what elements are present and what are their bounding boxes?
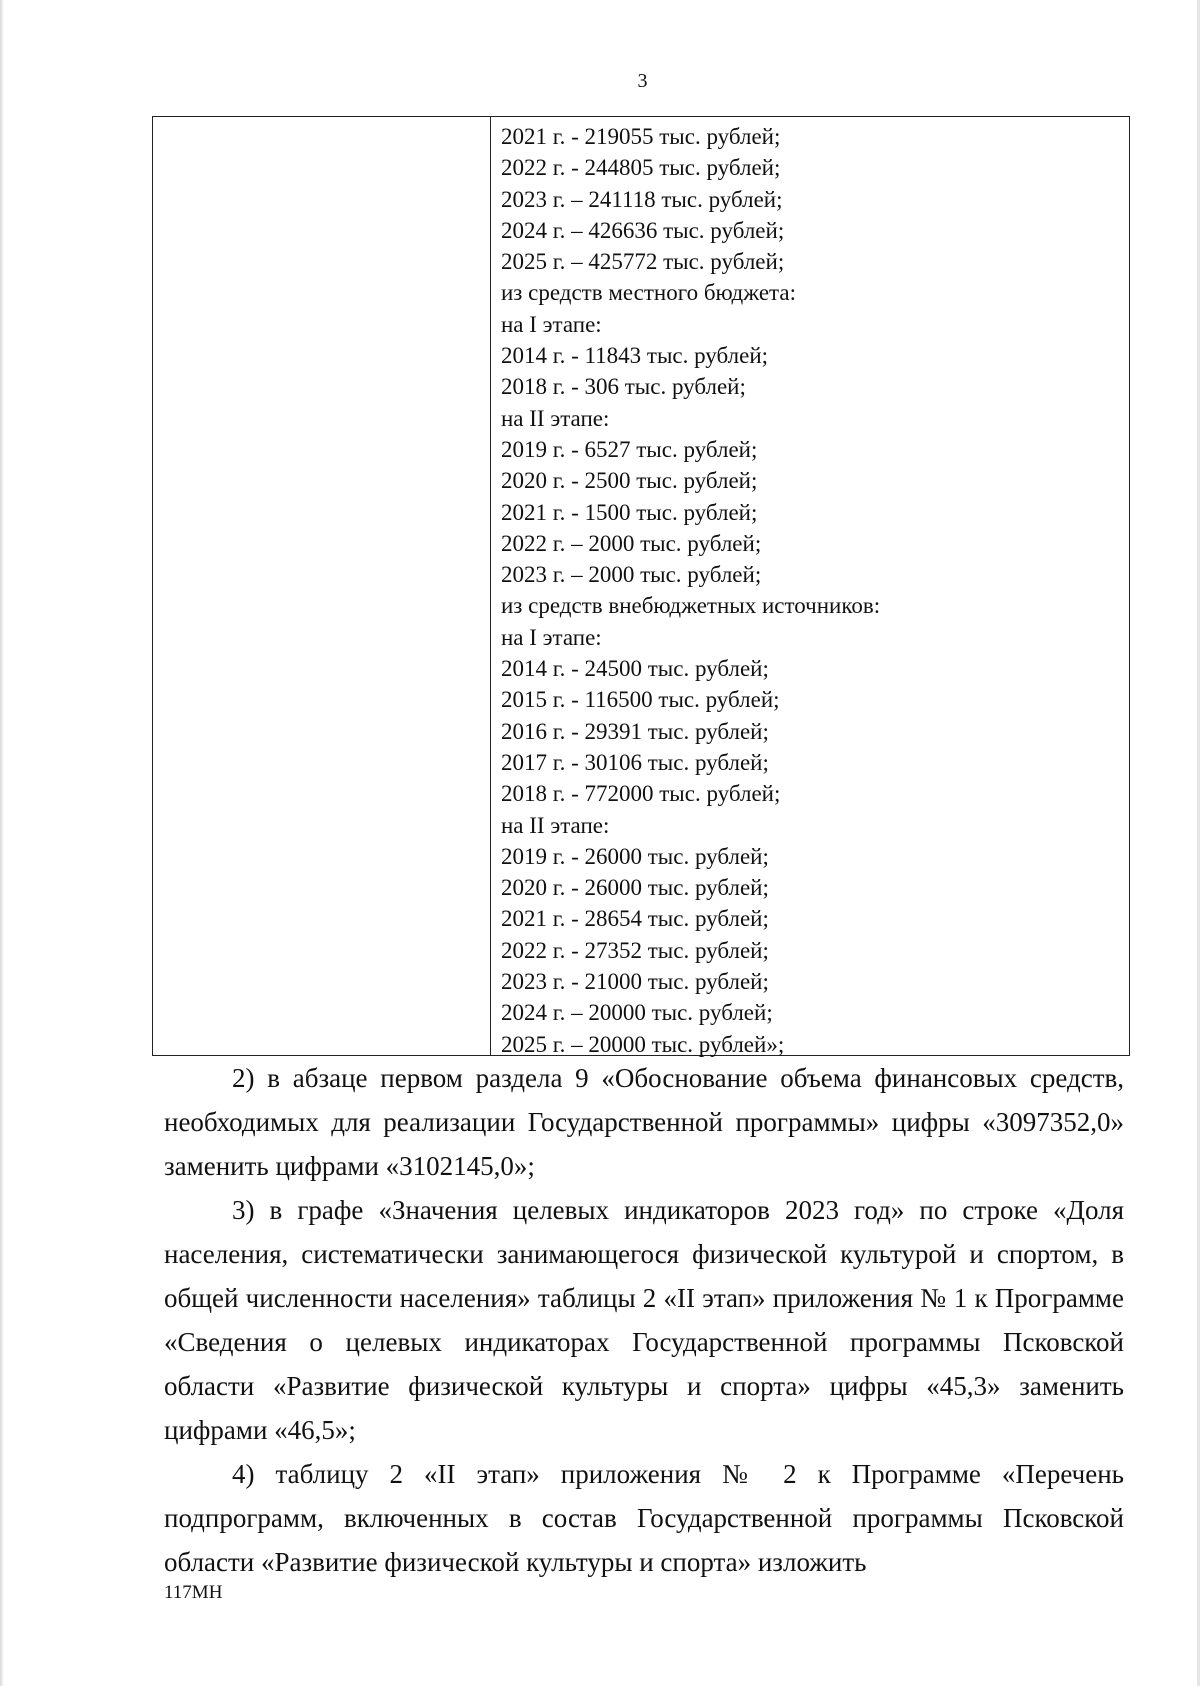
financing-line: 2025 г. – 425772 тыс. рублей; <box>501 249 785 275</box>
financing-line: 2024 г. – 20000 тыс. рублей; <box>501 1000 773 1026</box>
financing-line: 2018 г. - 306 тыс. рублей; <box>501 374 746 400</box>
financing-line: на I этапе: <box>501 624 602 650</box>
financing-line: 2022 г. – 2000 тыс. рублей; <box>501 530 762 556</box>
document-code: 117МН <box>164 1582 223 1603</box>
table-left-cell <box>153 117 491 1055</box>
financing-line: 2021 г. - 219055 тыс. рублей; <box>501 124 781 149</box>
financing-line: 2022 г. - 244805 тыс. рублей; <box>501 155 781 181</box>
financing-line: 2021 г. - 1500 тыс. рублей; <box>501 499 758 525</box>
financing-line: 2019 г. - 6527 тыс. рублей; <box>501 436 758 462</box>
scan-edge-left <box>0 0 4 1686</box>
financing-line: 2017 г. - 30106 тыс. рублей; <box>501 749 769 775</box>
financing-line: 2024 г. – 426636 тыс. рублей; <box>501 217 785 243</box>
page-number: 3 <box>637 70 648 92</box>
financing-line: из средств внебюджетных источников: <box>501 593 881 619</box>
paragraph-3: 3) в графе «Значения целевых индикаторов 2023 год» по строке «Доля населения, систематически занимающегося физической культурой и спортом, в общей численности населения» таблицы 2 «II этап» приложения № 1 к Программе «Сведения о целевых индикаторах Государственной программы Псковской области «Развитие физической культуры и спорта» цифры «45,3» заменить цифрами «46,5»; <box>164 1195 1124 1445</box>
financing-line: 2019 г. - 26000 тыс. рублей; <box>501 843 769 869</box>
financing-line: 2025 г. – 20000 тыс. рублей»; <box>501 1031 785 1057</box>
financing-line: на I этапе: <box>501 311 602 337</box>
financing-line: из средств местного бюджета: <box>501 280 796 306</box>
financing-line: 2016 г. - 29391 тыс. рублей; <box>501 718 769 744</box>
financing-line: 2014 г. - 11843 тыс. рублей; <box>501 343 769 369</box>
financing-line: 2023 г. – 241118 тыс. рублей; <box>501 186 783 212</box>
paragraph-2: 2) в абзаце первом раздела 9 «Обоснование объема финансовых средств, необходимых для реализации Государственной программы» цифры «3097352,0» заменить цифрами «3102145,0»; <box>164 1063 1124 1181</box>
financing-line: 2015 г. - 116500 тыс. рублей; <box>501 687 780 713</box>
financing-line: на II этапе: <box>501 405 610 431</box>
financing-line: 2022 г. - 27352 тыс. рублей; <box>501 937 769 963</box>
financing-line: 2018 г. - 772000 тыс. рублей; <box>501 781 781 807</box>
paragraph-4: 4) таблицу 2 «II этап» приложения № 2 к Программе «Перечень подпрограмм, включенных в состав Государственной программы Псковской области «Развитие физической культуры и спорта» изложить <box>164 1459 1124 1577</box>
financing-line: 2014 г. - 24500 тыс. рублей; <box>501 656 769 682</box>
financing-line: 2020 г. - 26000 тыс. рублей; <box>501 875 769 901</box>
financing-line: 2023 г. - 21000 тыс. рублей; <box>501 969 769 995</box>
financing-line: 2020 г. - 2500 тыс. рублей; <box>501 468 758 494</box>
amendment-text <box>164 1056 1124 1584</box>
financing-line: 2023 г. – 2000 тыс. рублей; <box>501 562 762 588</box>
financing-table <box>152 116 1130 1056</box>
financing-list <box>501 121 1125 1060</box>
financing-line: 2021 г. - 28654 тыс. рублей; <box>501 906 769 932</box>
financing-line: на II этапе: <box>501 812 610 838</box>
